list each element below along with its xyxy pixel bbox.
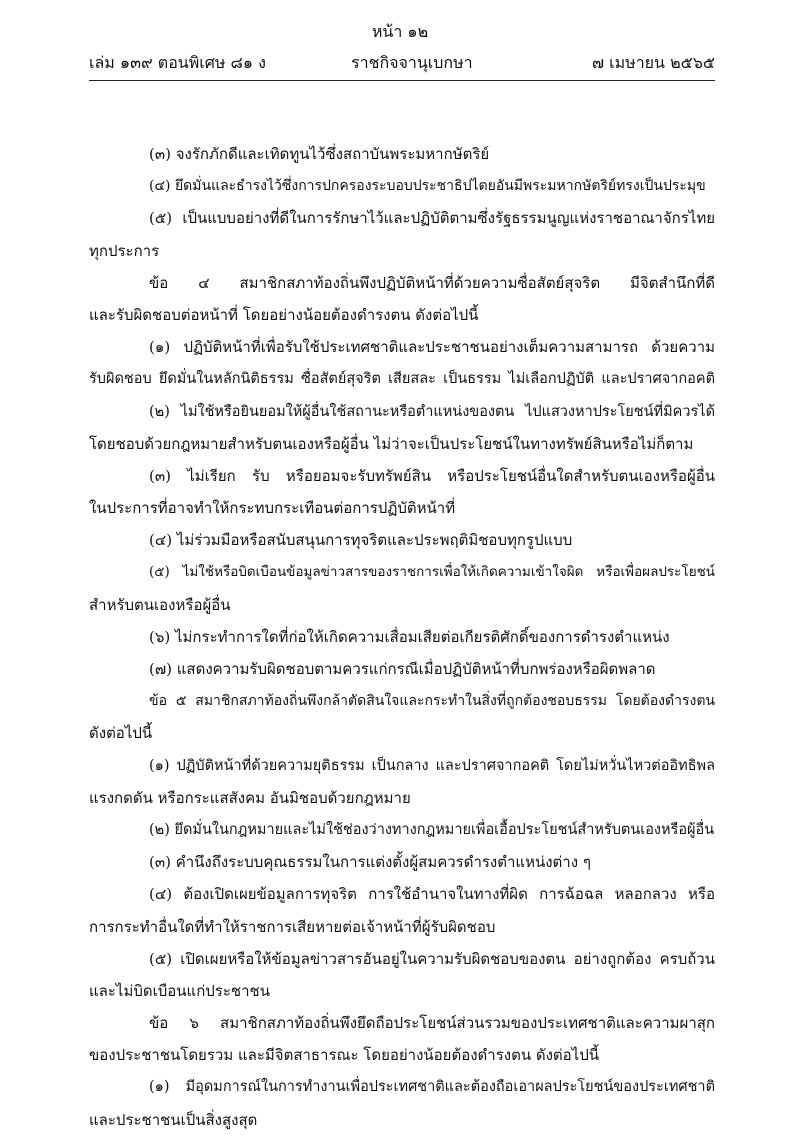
text-line: ข้อ ๕ สมาชิกสภาท้องถิ่นพึงกล้าตัดสินใจและกระทำในสิ่งที่ถูกต้องชอบธรรม โดยต้องดำรงตน	[149, 693, 715, 710]
text-line: แรงกดดัน หรือกระแสสังคม อันมิชอบด้วยกฎหมาย	[89, 788, 411, 807]
text-line: และประชาชนเป็นสิ่งสูงสุด	[89, 1110, 258, 1129]
text-line: ข้อ ๖ สมาชิกสภาท้องถิ่นพึงยึดถือประโยชน์ส่วนรวมของประเทศชาติและความผาสุก	[149, 1014, 715, 1033]
header-rule	[89, 80, 715, 81]
text-line: (๓) ไม่เรียก รับ หรือยอมจะรับทรัพย์สิน หรือประโยชน์อื่นใดสำหรับตนเองหรือผู้อื่น	[149, 466, 715, 485]
text-line: ของประชาชนโดยรวม และมีจิตสาธารณะ โดยอย่างน้อยต้องดำรงตน ดังต่อไปนี้	[89, 1046, 599, 1065]
text-line: โดยชอบด้วยกฎหมายสำหรับตนเองหรือผู้อื่น ไม่ว่าจะเป็นประโยชน์ในทางทรัพย์สินหรือไม่ก็ตาม	[89, 434, 694, 453]
text-line: (๑) ปฏิบัติหน้าที่เพื่อรับใช้ประเทศชาติและประชาชนอย่างเต็มความสามารถ ด้วยความ	[149, 338, 715, 357]
volume-issue: เล่ม ๑๓๙ ตอนพิเศษ ๘๑ ง	[89, 53, 266, 72]
document-body	[89, 142, 715, 1140]
text-line: สำหรับตนเองหรือผู้อื่น	[89, 595, 231, 614]
text-line: (๒) ไม่ใช้หรือยินยอมให้ผู้อื่นใช้สถานะหรือตำแหน่งของตน ไปแสวงหาประโยชน์ที่มิควรได้	[149, 403, 715, 420]
text-line: (๔) ยึดมั่นและธำรงไว้ซึ่งการปกครองระบอบประชาธิปไตยอันมีพระมหากษัตริย์ทรงเป็นประมุข	[149, 178, 706, 195]
publication-date: ๗ เมษายน ๒๕๖๕	[592, 53, 715, 72]
text-line: ทุกประการ	[89, 241, 160, 260]
text-line: (๕) เป็นแบบอย่างที่ดีในการรักษาไว้และปฏิบัติตามซึ่งรัฐธรรมนูญแห่งราชอาณาจักรไทย	[149, 209, 715, 228]
text-line: (๑) ปฏิบัติหน้าที่ด้วยความยุติธรรม เป็นกลาง และปราศจากอคติ โดยไม่หวั่นไหวต่ออิทธิพล	[149, 757, 715, 774]
page-number: หน้า ๑๒	[371, 22, 429, 41]
text-line: และไม่บิดเบือนแก่ประชาชน	[89, 981, 270, 1000]
text-line: (๔) ต้องเปิดเผยข้อมูลการทุจริต การใช้อำนาจในทางที่ผิด การฉ้อฉล หลอกลวง หรือ	[149, 885, 715, 904]
publication-title: ราชกิจจานุเบกษา	[351, 53, 473, 72]
text-line: และรับผิดชอบต่อหน้าที่ โดยอย่างน้อยต้องดำรงตน ดังต่อไปนี้	[89, 305, 479, 324]
text-line: (๓) จงรักภักดีและเทิดทูนไว้ซึ่งสถาบันพระมหากษัตริย์	[149, 145, 490, 163]
text-line: (๖) ไม่กระทำการใดที่ก่อให้เกิดความเสื่อมเสียต่อเกียรติศักดิ์ของการดำรงตำแหน่ง	[149, 627, 670, 646]
gazette-header	[89, 51, 715, 75]
text-line: (๗) แสดงความรับผิดชอบตามควรแก่กรณีเมื่อปฏิบัติหน้าที่บกพร่องหรือผิดพลาด	[149, 660, 656, 678]
text-line: การกระทำอื่นใดที่ทำให้ราชการเสียหายต่อเจ้าหน้าที่ผู้รับผิดชอบ	[89, 917, 496, 936]
text-line: (๕) ไม่ใช้หรือบิดเบือนข้อมูลข่าวสารของราชการเพื่อให้เกิดความเข้าใจผิด หรือเพื่อผลประโยชน์	[149, 564, 715, 581]
text-line: รับผิดชอบ ยึดมั่นในหลักนิติธรรม ซื่อสัตย์สุจริต เสียสละ เป็นธรรม ไม่เลือกปฏิบัติ และปราศจากอคติ	[89, 371, 715, 388]
text-line: (๕) เปิดเผยหรือให้ข้อมูลข่าวสารอันอยู่ในความรับผิดชอบของตน อย่างถูกต้อง ครบถ้วน	[149, 949, 715, 968]
text-line: (๒) ยึดมั่นในกฎหมายและไม่ใช้ช่องว่างทางกฎหมายเพื่อเอื้อประโยชน์สำหรับตนเองหรือผู้อื่น	[149, 821, 715, 838]
text-line: ในประการที่อาจทำให้กระทบกระเทือนต่อการปฏิบัติหน้าที่	[89, 499, 456, 518]
text-line: ข้อ ๔ สมาชิกสภาท้องถิ่นพึงปฏิบัติหน้าที่ด้วยความซื่อสัตย์สุจริต มีจิตสำนึกที่ดี	[149, 273, 715, 292]
text-line: (๑) มีอุดมการณ์ในการทำงานเพื่อประเทศชาติและต้องถือเอาผลประโยชน์ของประเทศชาติ	[149, 1079, 715, 1096]
text-line: (๔) ไม่ร่วมมือหรือสนับสนุนการทุจริตและประพฤติมิชอบทุกรูปแบบ	[149, 531, 573, 550]
text-line: (๓) คำนึงถึงระบบคุณธรรมในการแต่งตั้งผู้สมควรดำรงตำแหน่งต่าง ๆ	[149, 853, 591, 872]
text-line: ดังต่อไปนี้	[89, 724, 153, 743]
